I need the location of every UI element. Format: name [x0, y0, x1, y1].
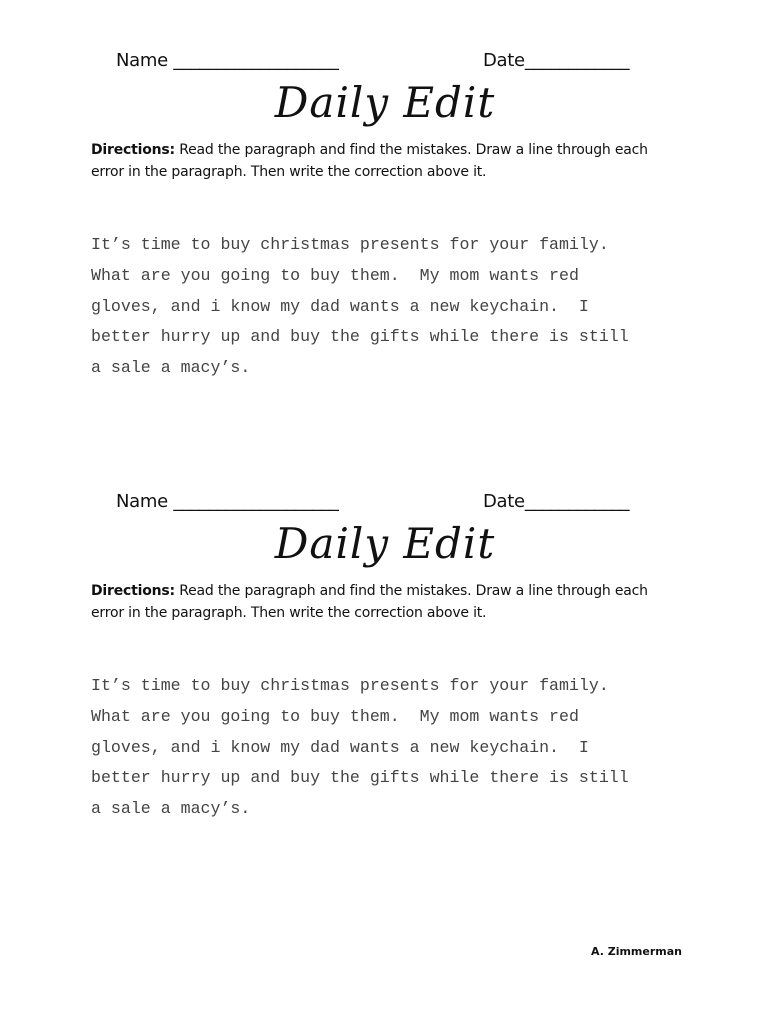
worksheet-top	[0, 0, 770, 440]
paragraph-line: better hurry up and buy the gifts while there is still	[91, 768, 629, 788]
name-field-label: Name ___________________	[116, 50, 339, 71]
directions-text: Read the paragraph and find the mistakes. Draw a line through each error in the paragraph. Then write the correction above it.	[91, 583, 648, 621]
paragraph-line: a sale a macy’s.	[91, 799, 251, 819]
edit-paragraph	[91, 230, 691, 384]
paragraph-line: a sale a macy’s.	[91, 358, 251, 378]
worksheet-title: Daily Edit	[274, 78, 496, 127]
date-field-label: Date____________	[483, 491, 630, 512]
name-field-label: Name ___________________	[116, 491, 339, 512]
paragraph-line: What are you going to buy them. My mom wants red	[91, 265, 579, 285]
worksheet-bottom	[0, 441, 770, 881]
paragraph-line: gloves, and i know my dad wants a new keychain. I	[91, 296, 589, 316]
paragraph-line: It’s time to buy christmas presents for your family.	[91, 676, 609, 695]
worksheet-title: Daily Edit	[274, 519, 496, 568]
directions-label: Directions:	[91, 142, 175, 158]
directions	[91, 139, 681, 183]
paragraph-line: better hurry up and buy the gifts while there is still	[91, 327, 629, 347]
directions-label: Directions:	[91, 583, 175, 599]
author-signature: A. Zimmerman	[591, 945, 682, 958]
directions	[91, 580, 681, 624]
date-field-label: Date____________	[483, 50, 630, 71]
paragraph-line: It’s time to buy christmas presents for your family.	[91, 235, 609, 254]
paragraph-line: What are you going to buy them. My mom wants red	[91, 706, 579, 726]
directions-text: Read the paragraph and find the mistakes. Draw a line through each error in the paragraph. Then write the correction above it.	[91, 142, 648, 180]
edit-paragraph	[91, 671, 691, 825]
paragraph-line: gloves, and i know my dad wants a new keychain. I	[91, 737, 589, 757]
